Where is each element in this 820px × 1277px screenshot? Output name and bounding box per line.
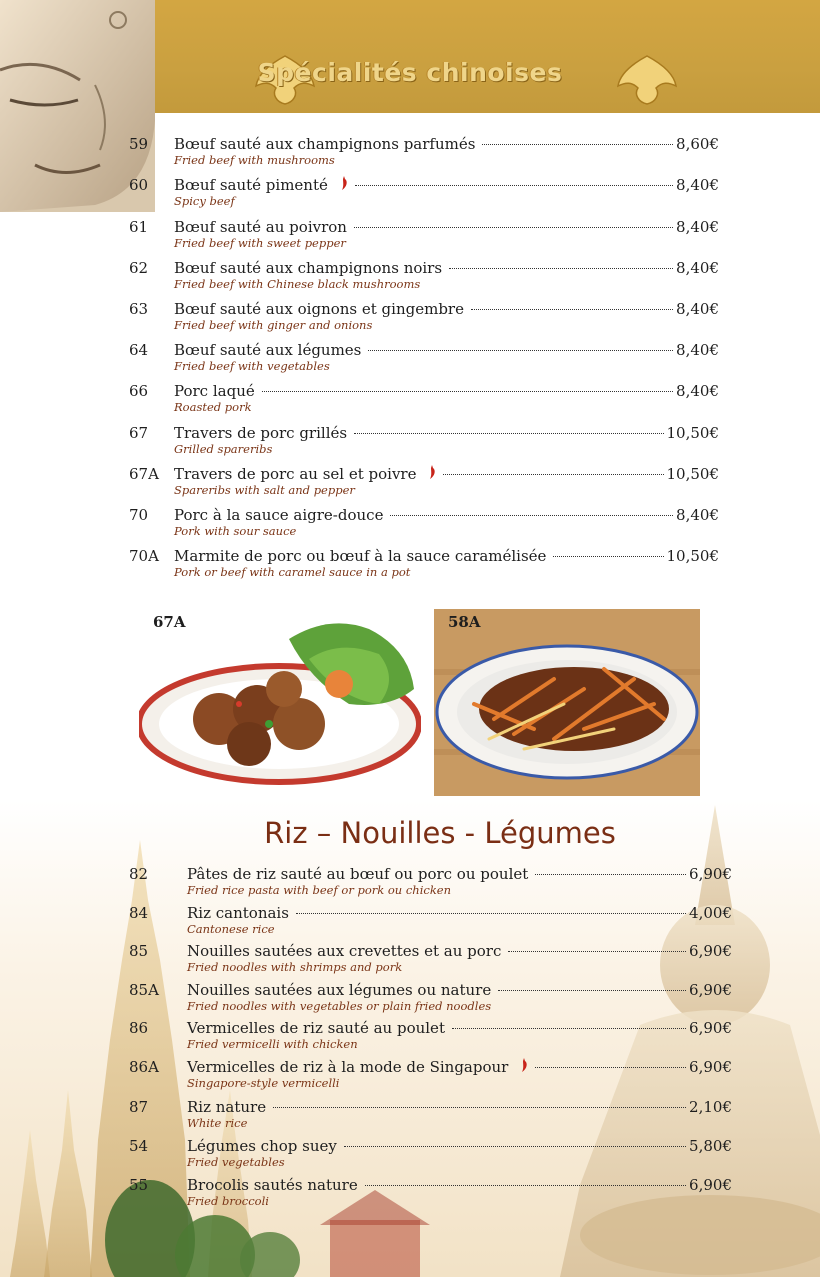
photo-label: 67A <box>153 613 186 631</box>
dot-leader <box>471 309 673 310</box>
dot-leader <box>443 474 663 475</box>
item-price: 8,60€ <box>676 135 719 153</box>
spareribs-plate-image <box>139 609 421 796</box>
item-name: Riz nature <box>187 1098 267 1116</box>
item-translation: Grilled spareribs <box>174 442 273 456</box>
item-name: Marmite de porc ou bœuf à la sauce caramélisée <box>174 547 547 565</box>
menu-item <box>0 300 820 340</box>
dot-leader <box>354 433 663 434</box>
item-translation: Fried noodles with vegetables or plain fried noodles <box>187 999 492 1013</box>
item-price: 10,50€ <box>666 547 719 565</box>
dot-leader <box>535 874 686 875</box>
dot-leader <box>452 1028 686 1029</box>
item-name: Porc laqué <box>174 382 255 400</box>
item-price: 10,50€ <box>666 465 719 483</box>
item-number: 70 <box>129 506 149 524</box>
menu-item <box>0 1019 820 1059</box>
menu-item <box>0 1176 820 1216</box>
item-translation: Spicy beef <box>174 194 235 208</box>
item-translation: Fried beef with mushrooms <box>174 153 335 167</box>
item-price: 8,40€ <box>676 218 719 236</box>
item-translation: Singapore-style vermicelli <box>187 1076 340 1090</box>
item-price: 6,90€ <box>689 942 732 960</box>
dot-leader <box>449 268 673 269</box>
item-translation: Pork or beef with caramel sauce in a pot <box>174 565 411 579</box>
item-number: 85 <box>129 942 149 960</box>
item-number: 62 <box>129 259 149 277</box>
menu-item <box>0 424 820 464</box>
menu-item <box>0 1058 820 1098</box>
dot-leader <box>508 951 686 952</box>
item-translation: Cantonese rice <box>187 922 275 936</box>
menu-item <box>0 547 820 587</box>
item-translation: Fried beef with ginger and onions <box>174 318 373 332</box>
item-price: 2,10€ <box>689 1098 732 1116</box>
item-name: Bœuf sauté au poivron <box>174 218 347 236</box>
item-number: 64 <box>129 341 149 359</box>
dot-leader <box>390 515 673 516</box>
dot-leader <box>535 1067 686 1068</box>
menu-item <box>0 341 820 381</box>
item-translation: Fried rice pasta with beef or pork ou chicken <box>187 883 452 897</box>
item-translation: Fried broccoli <box>187 1194 269 1208</box>
item-name: Vermicelles de riz à la mode de Singapour <box>187 1058 509 1076</box>
item-price: 10,50€ <box>666 424 719 442</box>
item-number: 59 <box>129 135 149 153</box>
menu-item <box>0 135 820 175</box>
item-translation: Fried noodles with shrimps and pork <box>187 960 403 974</box>
item-name: Bœuf sauté aux oignons et gingembre <box>174 300 464 318</box>
chili-pepper-icon <box>340 176 348 190</box>
dot-leader <box>498 990 686 991</box>
item-name: Porc à la sauce aigre-douce <box>174 506 384 524</box>
menu-item <box>0 942 820 982</box>
item-price: 8,40€ <box>676 259 719 277</box>
item-number: 86 <box>129 1019 149 1037</box>
photo-label: 58A <box>448 613 481 631</box>
item-name: Bœuf sauté aux champignons parfumés <box>174 135 476 153</box>
item-price: 8,40€ <box>676 341 719 359</box>
item-price: 8,40€ <box>676 176 719 194</box>
item-number: 86A <box>129 1058 159 1076</box>
item-number: 63 <box>129 300 149 318</box>
item-name: Nouilles sautées aux crevettes et au porc <box>187 942 502 960</box>
item-translation: Fried beef with Chinese black mushrooms <box>174 277 421 291</box>
dot-leader <box>354 227 673 228</box>
item-number: 87 <box>129 1098 149 1116</box>
menu-item <box>0 1137 820 1177</box>
item-name: Nouilles sautées aux légumes ou nature <box>187 981 492 999</box>
item-name: Brocolis sautés nature <box>187 1176 358 1194</box>
item-number: 70A <box>129 547 159 565</box>
dot-leader <box>368 350 673 351</box>
item-name: Bœuf sauté pimenté <box>174 176 328 194</box>
item-name: Légumes chop suey <box>187 1137 337 1155</box>
item-name: Bœuf sauté aux champignons noirs <box>174 259 443 277</box>
dot-leader <box>262 391 673 392</box>
item-price: 6,90€ <box>689 1058 732 1076</box>
item-price: 6,90€ <box>689 1019 732 1037</box>
item-translation: Pork with sour sauce <box>174 524 297 538</box>
item-translation: Fried vegetables <box>187 1155 285 1169</box>
chili-pepper-icon <box>428 465 436 479</box>
menu-item <box>0 981 820 1021</box>
item-price: 8,40€ <box>676 506 719 524</box>
menu-item <box>0 506 820 546</box>
item-translation: Fried beef with vegetables <box>174 359 330 373</box>
item-translation: Roasted pork <box>174 400 252 414</box>
dot-leader <box>296 913 686 914</box>
item-number: 82 <box>129 865 149 883</box>
item-number: 54 <box>129 1137 149 1155</box>
chili-pepper-icon <box>520 1058 528 1072</box>
item-number: 66 <box>129 382 149 400</box>
item-number: 67 <box>129 424 149 442</box>
dish-photo-58a <box>434 609 700 796</box>
item-price: 8,40€ <box>676 382 719 400</box>
item-number: 85A <box>129 981 159 999</box>
item-translation: Spareribs with salt and pepper <box>174 483 355 497</box>
dot-leader <box>365 1185 686 1186</box>
item-price: 4,00€ <box>689 904 732 922</box>
item-name: Travers de porc grillés <box>174 424 348 442</box>
menu-item <box>0 904 820 944</box>
dot-leader <box>355 185 673 186</box>
header-title: Spécialités chinoises <box>257 58 563 87</box>
item-price: 5,80€ <box>689 1137 732 1155</box>
item-translation: White rice <box>187 1116 248 1130</box>
item-number: 84 <box>129 904 149 922</box>
menu-item <box>0 259 820 299</box>
menu-item <box>0 218 820 258</box>
item-name: Pâtes de riz sauté au bœuf ou porc ou poulet <box>187 865 529 883</box>
dot-leader <box>482 144 673 145</box>
item-number: 60 <box>129 176 149 194</box>
dot-leader <box>553 556 663 557</box>
item-name: Bœuf sauté aux légumes <box>174 341 362 359</box>
dish-photo-67a <box>139 609 421 796</box>
item-price: 6,90€ <box>689 1176 732 1194</box>
item-translation: Fried beef with sweet pepper <box>174 236 346 250</box>
menu-item <box>0 176 820 216</box>
menu-item <box>0 382 820 422</box>
item-name: Travers de porc au sel et poivre <box>174 465 417 483</box>
menu-item <box>0 1098 820 1138</box>
menu-item <box>0 865 820 905</box>
item-price: 6,90€ <box>689 865 732 883</box>
section-title-riz-nouilles-legumes: Riz – Nouilles - Légumes <box>264 816 616 850</box>
item-price: 8,40€ <box>676 300 719 318</box>
menu-item <box>0 465 820 505</box>
dot-leader <box>273 1107 686 1108</box>
item-name: Riz cantonais <box>187 904 289 922</box>
item-number: 67A <box>129 465 159 483</box>
item-number: 55 <box>129 1176 149 1194</box>
item-name: Vermicelles de riz sauté au poulet <box>187 1019 445 1037</box>
item-price: 6,90€ <box>689 981 732 999</box>
item-number: 61 <box>129 218 149 236</box>
beef-carrots-plate-image <box>434 609 700 796</box>
dot-leader <box>344 1146 686 1147</box>
item-translation: Fried vermicelli with chicken <box>187 1037 358 1051</box>
